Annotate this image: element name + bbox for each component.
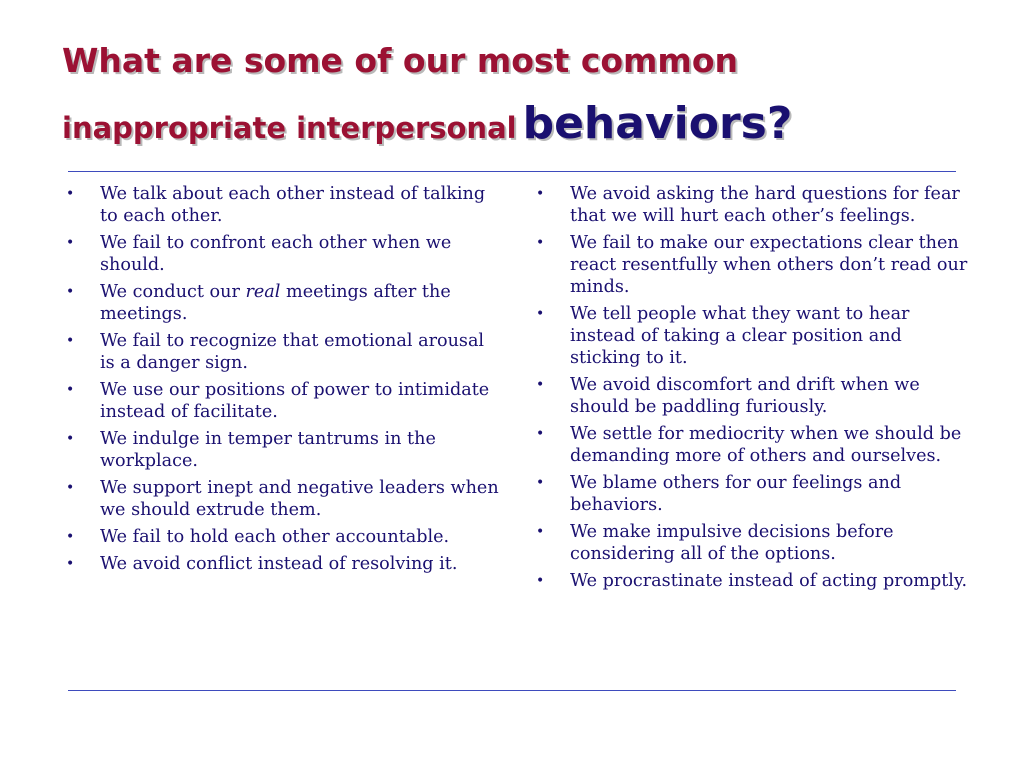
bullet-item xyxy=(62,281,502,325)
bullet-text-segment: We procrastinate instead of acting promptly. xyxy=(570,571,968,591)
bullet-text-segment: meetings after the meetings. xyxy=(100,282,451,324)
bullet-item xyxy=(532,232,972,298)
bullet-icon: • xyxy=(536,306,545,322)
bullet-item xyxy=(62,330,502,374)
bullet-item xyxy=(62,183,502,227)
bullet-icon: • xyxy=(66,186,75,202)
bullet-text xyxy=(570,303,972,369)
bullet-item xyxy=(532,521,972,565)
bullet-text xyxy=(570,472,972,516)
bullet-item xyxy=(532,303,972,369)
bullet-text-segment: We settle for mediocrity when we should be demanding more of others and ourselves. xyxy=(570,424,962,466)
bullet-text xyxy=(570,423,972,467)
bullet-text xyxy=(100,477,502,521)
bullet-text-segment: We avoid asking the hard questions for fear that we will hurt each other’s feelings. xyxy=(570,184,960,226)
bottom-divider xyxy=(68,690,956,691)
bullet-icon: • xyxy=(536,426,545,442)
bullet-text-segment: We conduct our xyxy=(100,282,246,302)
top-divider xyxy=(68,171,956,172)
bullet-icon: • xyxy=(66,333,75,349)
bullet-icon: • xyxy=(536,573,545,589)
bullet-text-segment: We blame others for our feelings and behaviors. xyxy=(570,473,902,515)
bullet-icon: • xyxy=(66,431,75,447)
bullet-text xyxy=(100,330,502,374)
bullet-icon: • xyxy=(66,556,75,572)
emphasized-word: real xyxy=(245,282,281,302)
bullet-text xyxy=(100,281,502,325)
bullet-icon: • xyxy=(66,382,75,398)
bullet-item xyxy=(62,526,502,548)
bullet-item xyxy=(62,379,502,423)
bullet-icon: • xyxy=(536,475,545,491)
title-emphasis-word: behaviors? xyxy=(522,98,793,149)
bullet-text-segment: We support inept and negative leaders when we should extrude them. xyxy=(100,478,499,520)
bullet-icon: • xyxy=(536,377,545,393)
bullet-text-segment: We talk about each other instead of talking to each other. xyxy=(100,184,486,226)
bullet-text xyxy=(570,183,972,227)
bullet-text xyxy=(100,553,502,575)
bullet-text-segment: We fail to hold each other accountable. xyxy=(100,527,450,547)
bullet-item xyxy=(62,232,502,276)
bullet-item xyxy=(62,477,502,521)
bullet-item xyxy=(532,570,972,592)
bullet-item xyxy=(62,553,502,575)
right-bullet-list xyxy=(532,183,972,597)
bullet-text xyxy=(100,428,502,472)
bullet-text xyxy=(570,570,972,592)
left-bullet-list xyxy=(62,183,502,580)
bullet-text-segment: We make impulsive decisions before considering all of the options. xyxy=(570,522,894,564)
bullet-text xyxy=(570,374,972,418)
bullet-item xyxy=(62,428,502,472)
bullet-icon: • xyxy=(536,186,545,202)
bullet-icon: • xyxy=(66,529,75,545)
bullet-text xyxy=(570,521,972,565)
bullet-text-segment: We fail to recognize that emotional arousal is a danger sign. xyxy=(100,331,485,373)
bullet-text-segment: We avoid discomfort and drift when we should be paddling furiously. xyxy=(570,375,920,417)
bullet-text xyxy=(100,379,502,423)
bullet-icon: • xyxy=(66,480,75,496)
title-line-1: What are some of our most common xyxy=(62,41,738,80)
bullet-text xyxy=(100,232,502,276)
bullet-text-segment: We tell people what they want to hear instead of taking a clear position and sticking to it. xyxy=(570,304,910,368)
bullet-icon: • xyxy=(536,235,545,251)
slide-title xyxy=(62,38,992,148)
bullet-icon: • xyxy=(66,235,75,251)
bullet-item xyxy=(532,374,972,418)
bullet-text-segment: We fail to confront each other when we should. xyxy=(100,233,452,275)
bullet-icon: • xyxy=(536,524,545,540)
bullet-item xyxy=(532,183,972,227)
bullet-text-segment: We use our positions of power to intimidate instead of facilitate. xyxy=(100,380,490,422)
bullet-text xyxy=(100,183,502,227)
bullet-item xyxy=(532,423,972,467)
bullet-text-segment: We indulge in temper tantrums in the workplace. xyxy=(100,429,436,471)
bullet-icon: • xyxy=(66,284,75,300)
bullet-text-segment: We avoid conflict instead of resolving it. xyxy=(100,554,458,574)
title-line-2 xyxy=(62,100,992,148)
bullet-text-segment: We fail to make our expectations clear then react resentfully when others don’t read our minds. xyxy=(570,233,968,297)
bullet-item xyxy=(532,472,972,516)
bullet-text xyxy=(570,232,972,298)
title-line-2-text: inappropriate interpersonal xyxy=(62,111,517,145)
bullet-text xyxy=(100,526,502,548)
